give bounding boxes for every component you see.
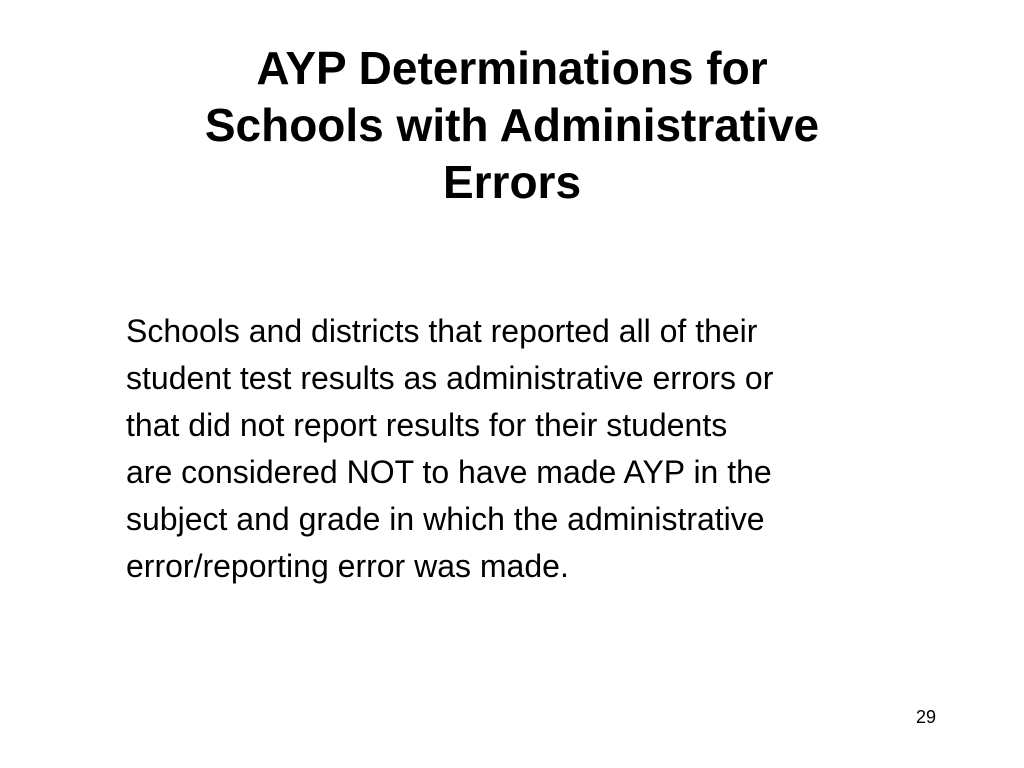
body-line: that did not report results for their students xyxy=(126,407,728,443)
title-line: Errors xyxy=(442,156,582,208)
body-line: error/reporting error was made. xyxy=(126,548,569,584)
title-line: Schools with Administrative xyxy=(204,99,820,151)
body-line: are considered NOT to have made AYP in the xyxy=(126,454,772,490)
slide-title xyxy=(112,40,912,211)
slide-body-text xyxy=(126,308,956,590)
title-line: AYP Determinations for xyxy=(256,42,768,94)
slide-number: 29 xyxy=(915,707,936,727)
body-line: student test results as administrative errors or xyxy=(126,360,774,396)
body-line: subject and grade in which the administrative xyxy=(126,501,765,537)
body-line: Schools and districts that reported all of their xyxy=(126,313,758,349)
